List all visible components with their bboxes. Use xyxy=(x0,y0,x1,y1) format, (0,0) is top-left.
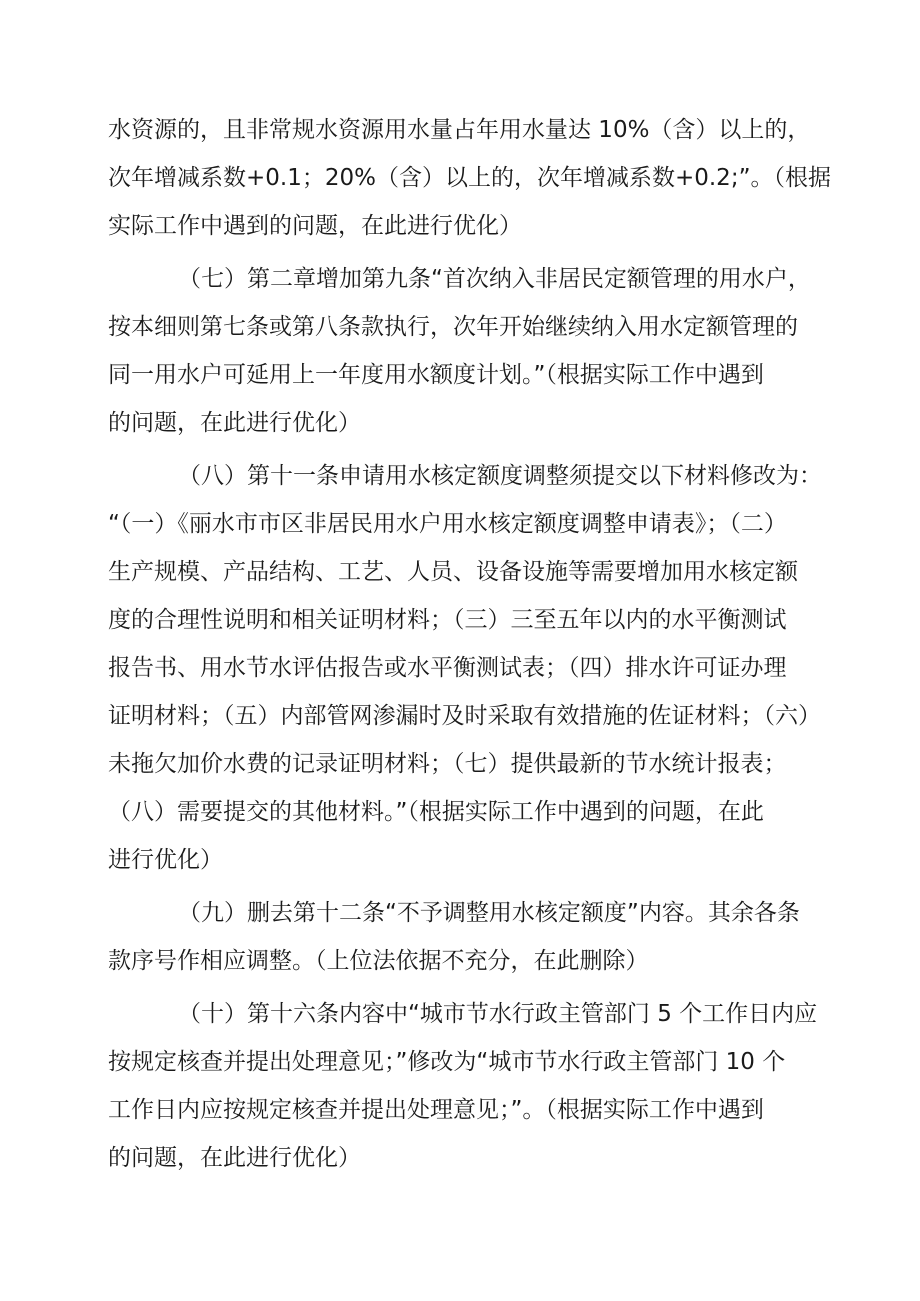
text-line: （七）第二章增加第九条“首次纳入非居民定额管理的用水户， xyxy=(178,266,811,292)
text-line: “（一）《丽水市市区非居民用水户用水核定额度调整申请表》；（二） xyxy=(108,511,787,537)
text-line: 生产规模、产品结构、工艺、人员、设备设施等需要增加用水核定额 xyxy=(108,559,798,585)
text-line: 的问题，在此进行优化） xyxy=(108,410,361,436)
text-line: 的问题，在此进行优化） xyxy=(108,1145,361,1171)
text-line: （八）需要提交的其他材料。”（根据实际工作中遇到的问题，在此 xyxy=(108,799,764,825)
paragraph-item-8 xyxy=(108,452,820,884)
text-line: 按规定核查并提出处理意见；”修改为“城市节水行政主管部门 10 个 xyxy=(108,1049,786,1075)
paragraph-item-7 xyxy=(108,255,820,447)
text-line: 同一用水户可延用上一年度用水额度计划。”（根据实际工作中遇到 xyxy=(108,362,764,388)
text-line: 水资源的，且非常规水资源用水量占年用水量达 10%（含）以上的， xyxy=(108,117,811,143)
text-line: 按本细则第七条或第八条款执行，次年开始继续纳入用水定额管理的 xyxy=(108,314,798,340)
text-line: 次年增减系数+0.1；20%（含）以上的，次年增减系数+0.2;”。（根据 xyxy=(108,165,831,191)
text-line: 证明材料；（五）内部管网渗漏时及时采取有效措施的佐证材料；（六） xyxy=(108,703,821,729)
paragraph-continued xyxy=(108,106,831,250)
text-line: 未拖欠加价水费的记录证明材料；（七）提供最新的节水统计报表； xyxy=(108,751,787,777)
text-line: 进行优化） xyxy=(108,847,223,873)
text-line: （十）第十六条内容中“城市节水行政主管部门 5 个工作日内应 xyxy=(178,1001,818,1027)
text-line: 度的合理性说明和相关证明材料；（三）三至五年以内的水平衡测试 xyxy=(108,607,787,633)
text-line: 款序号作相应调整。（上位法依据不充分，在此删除） xyxy=(108,948,649,974)
paragraph-item-10 xyxy=(108,990,820,1182)
text-line: （九）删去第十二条“不予调整用水核定额度”内容。其余各条 xyxy=(178,900,800,926)
text-line: （八）第十一条申请用水核定额度调整须提交以下材料修改为： xyxy=(178,463,822,489)
text-line: 工作日内应按规定核查并提出处理意见；”。（根据实际工作中遇到 xyxy=(108,1097,764,1123)
text-line: 报告书、用水节水评估报告或水平衡测试表；（四）排水许可证办理 xyxy=(108,655,787,681)
paragraph-item-9 xyxy=(108,889,820,985)
text-line: 实际工作中遇到的问题，在此进行优化） xyxy=(108,213,522,239)
document-body xyxy=(108,106,831,1182)
